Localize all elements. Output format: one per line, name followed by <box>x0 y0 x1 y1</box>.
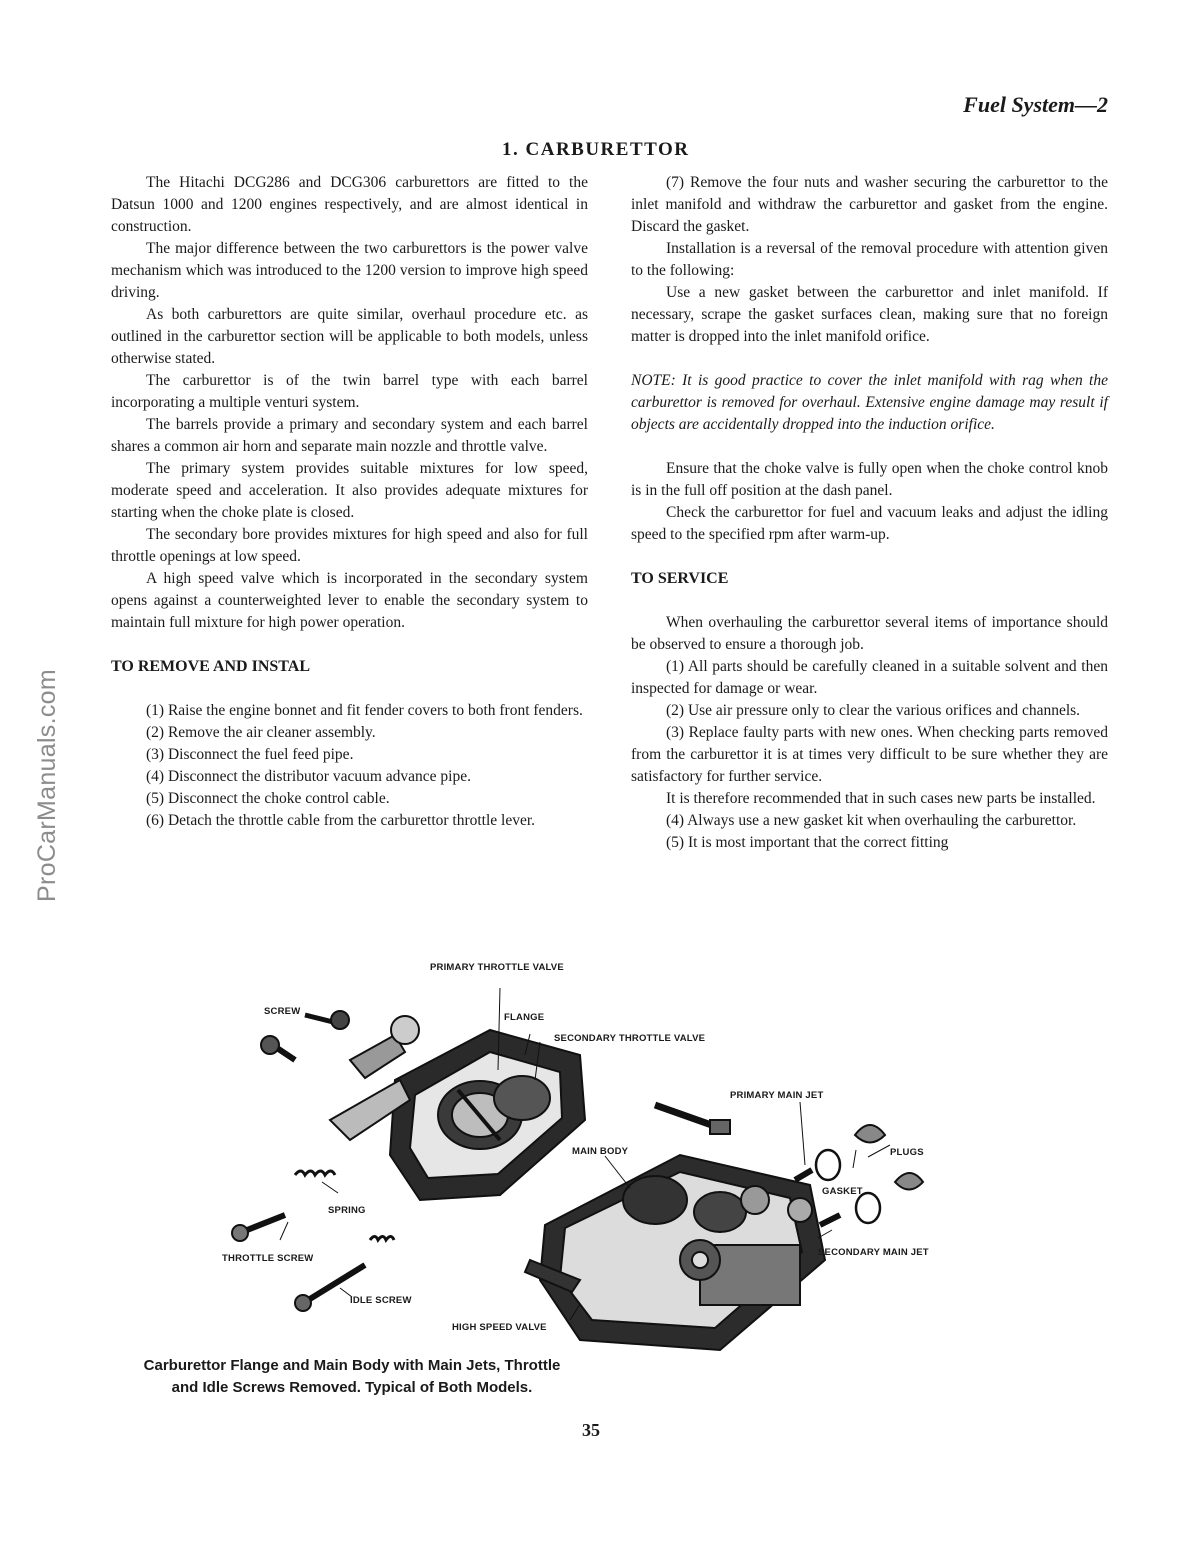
left-column <box>111 172 588 832</box>
remove-step: (5) Disconnect the choke control cable. <box>146 790 390 807</box>
paragraph: The Hitachi DCG286 and DCG306 carburettors are fitted to the Datsun 1000 and 1200 engines respectively, and are almost identical in construction. <box>111 174 588 235</box>
section-title: 1. CARBURETTOR <box>502 139 690 160</box>
caption-line: and Idle Screws Removed. Typical of Both Models. <box>171 1379 533 1396</box>
paragraph: The secondary bore provides mixtures for high speed and also for full throttle openings at low speed. <box>111 526 588 565</box>
paragraph: The primary system provides suitable mixtures for low speed, moderate speed and acceleration. It also provides adequate mixtures for starting when the choke plate is closed. <box>111 460 588 521</box>
label-screw: SCREW <box>264 1006 301 1017</box>
label-spring: SPRING <box>328 1205 366 1216</box>
paragraph: (7) Remove the four nuts and washer securing the carburettor to the inlet manifold and withdraw the carburettor and gasket from the engine. Discard the gasket. <box>631 174 1108 235</box>
paragraph: Ensure that the choke valve is fully open when the choke control knob is in the full off position at the dash panel. <box>631 460 1108 499</box>
paragraph: Installation is a reversal of the removal procedure with attention given to the following: <box>631 240 1108 279</box>
label-plugs: PLUGS <box>890 1147 924 1158</box>
service-step: It is therefore recommended that in such cases new parts be installed. <box>666 790 1096 807</box>
service-step: (1) All parts should be carefully cleaned in a suitable solvent and then inspected for damage or wear. <box>631 658 1108 697</box>
label-high-speed-valve: HIGH SPEED VALVE <box>452 1322 547 1333</box>
page-number: 35 <box>582 1420 600 1440</box>
remove-step: (3) Disconnect the fuel feed pipe. <box>146 746 354 763</box>
watermark: ProCarManuals.com <box>32 668 61 902</box>
remove-step: (2) Remove the air cleaner assembly. <box>146 724 376 741</box>
carburettor-illustration <box>200 960 980 1380</box>
label-throttle-screw: THROTTLE SCREW <box>222 1253 314 1264</box>
label-secondary-throttle-valve: SECONDARY THROTTLE VALVE <box>554 1033 706 1044</box>
label-primary-throttle-valve: PRIMARY THROTTLE VALVE <box>430 962 564 973</box>
service-step: (2) Use air pressure only to clear the various orifices and channels. <box>666 702 1081 719</box>
service-step: (4) Always use a new gasket kit when overhauling the carburettor. <box>666 812 1077 829</box>
note: NOTE: It is good practice to cover the inlet manifold with rag when the carburettor is removed for overhaul. Extensive engine damage may result if objects are accidentally dropped into the induction orifice. <box>631 372 1108 433</box>
service-heading: TO SERVICE <box>631 570 729 587</box>
label-secondary-main-jet: SECONDARY MAIN JET <box>818 1247 929 1258</box>
remove-step: (4) Disconnect the distributor vacuum advance pipe. <box>146 768 471 785</box>
service-step: (5) It is most important that the correct fitting <box>666 834 949 851</box>
paragraph: The major difference between the two carburettors is the power valve mechanism which was introduced to the 1200 version to improve high speed driving. <box>111 240 588 301</box>
running-head: Fuel System—2 <box>963 92 1108 117</box>
remove-step: (6) Detach the throttle cable from the carburettor throttle lever. <box>146 812 536 829</box>
label-main-body: MAIN BODY <box>572 1146 629 1157</box>
paragraph: The barrels provide a primary and secondary system and each barrel shares a common air horn and separate main nozzle and throttle valve. <box>111 416 588 455</box>
caption-line: Carburettor Flange and Main Body with Main Jets, Throttle <box>143 1357 561 1374</box>
label-gasket: GASKET <box>822 1186 863 1197</box>
label-flange: FLANGE <box>504 1012 545 1023</box>
remove-heading: TO REMOVE AND INSTAL <box>111 658 310 675</box>
paragraph: Use a new gasket between the carburettor and inlet manifold. If necessary, scrape the gasket surfaces clean, making sure that no foreign matter is dropped into the inlet manifold orifice. <box>631 284 1108 345</box>
label-primary-main-jet: PRIMARY MAIN JET <box>730 1090 824 1101</box>
right-column <box>631 172 1108 854</box>
paragraph: The carburettor is of the twin barrel type with each barrel incorporating a multiple venturi system. <box>111 372 588 411</box>
paragraph: As both carburettors are quite similar, overhaul procedure etc. as outlined in the carburettor section will be applicable to both models, unless otherwise stated. <box>111 306 588 367</box>
carburettor-drawing <box>200 960 980 1380</box>
paragraph: A high speed valve which is incorporated in the secondary system opens against a counterweighted lever to enable the secondary system to maintain full mixture for high power operation. <box>111 570 588 631</box>
label-idle-screw: IDLE SCREW <box>350 1295 412 1306</box>
paragraph: Check the carburettor for fuel and vacuum leaks and adjust the idling speed to the specified rpm after warm-up. <box>631 504 1108 543</box>
paragraph: When overhauling the carburettor several items of importance should be observed to ensure a thorough job. <box>631 614 1108 653</box>
figure-caption <box>112 1355 592 1399</box>
service-step: (3) Replace faulty parts with new ones. When checking parts removed from the carburettor it is at times very difficult to be sure whether they are satisfactory for further service. <box>631 724 1108 785</box>
remove-step: (1) Raise the engine bonnet and fit fender covers to both front fenders. <box>146 702 583 719</box>
